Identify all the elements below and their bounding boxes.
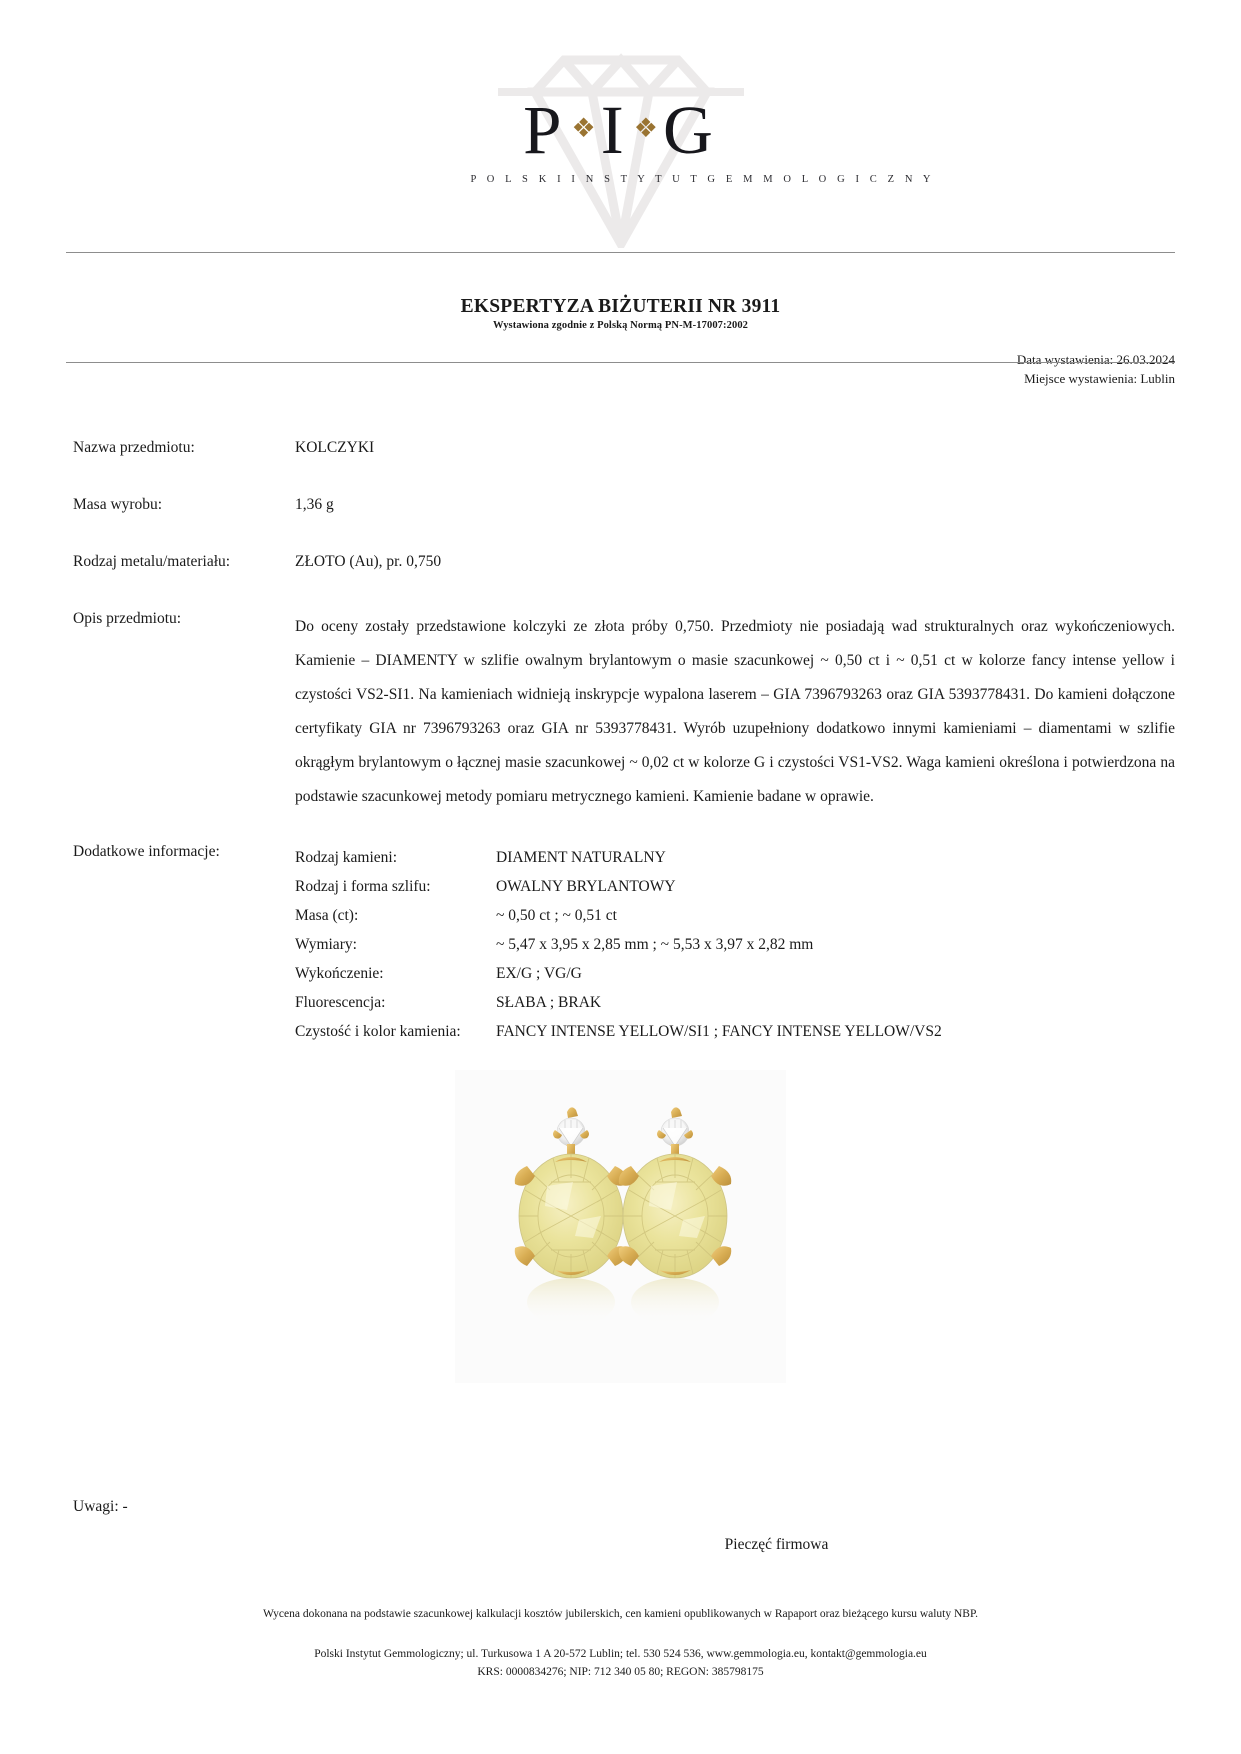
header-divider-top bbox=[66, 252, 1175, 253]
footer-contact bbox=[0, 1645, 1241, 1681]
page-title: EKSPERTYZA BIŻUTERII NR 3911 bbox=[460, 296, 781, 317]
jewelry-photo bbox=[455, 1070, 786, 1383]
logo-wordmark bbox=[471, 92, 771, 168]
ai-key-cut-type: Rodzaj i forma szlifu: bbox=[295, 878, 431, 895]
ai-value-dimensions: ~ 5,47 x 3,95 x 2,85 mm ; ~ 5,53 x 3,97 x 2,82 mm bbox=[496, 936, 814, 953]
additional-information bbox=[73, 843, 1175, 1046]
ai-key-finish: Wykończenie: bbox=[295, 965, 384, 982]
table-row bbox=[295, 843, 942, 872]
table-row bbox=[295, 901, 942, 930]
table-row bbox=[295, 1017, 942, 1046]
additional-information-table bbox=[295, 843, 942, 1046]
field-item-mass-value: 1,36 g bbox=[295, 496, 334, 513]
field-item-name-value: KOLCZYKI bbox=[295, 439, 375, 456]
ai-value-stone-type: DIAMENT NATURALNY bbox=[496, 849, 666, 866]
field-item-description-value: Do oceny zostały przedstawione kolczyki ze złota próby 0,750. Przedmioty nie posiadają wad strukturalnych oraz wykończeniowych. Kamienie – DIAMENTY w szlifie owalnym brylantowym o masie szacunkowej ~ 0,50 ct i ~ 0,51 ct w kolorze fancy intense yellow i czystości VS2-SI1. Na kamieniach widnieją inskrypcje wypalona laserem – GIA 7396793263 oraz GIA 5393778431. Do kamieni dołączone certyfikaty GIA nr 7396793263 oraz GIA nr 5393778431. Wyrób uzupełniony dodatkowo innymi kamieniami – diamentami w szlifie okrągłym brylantowym o łącznej masie szacunkowej ~ 0,02 ct w kolorze G i czystości VS1-VS2. Waga kamieni określona i potwierdzona na podstawie szacunkowej metody pomiaru metrycznego kamieni. Kamienie badane w oprawie. bbox=[295, 618, 1175, 805]
ai-key-fluorescence: Fluorescencja: bbox=[295, 994, 386, 1011]
logo-letter-p: P bbox=[523, 92, 567, 168]
field-item-metal bbox=[73, 553, 1175, 571]
field-item-metal-value: ZŁOTO (Au), pr. 0,750 bbox=[295, 553, 442, 570]
table-row bbox=[295, 988, 942, 1017]
footer-address-line: Polski Instytut Gemmologiczny; ul. Turkusowa 1 A 20-572 Lublin; tel. 530 524 536, www.gemmologia.eu, kontakt@gemmologia.eu bbox=[314, 1648, 927, 1660]
ai-value-cut-type: OWALNY BRYLANTOWY bbox=[496, 878, 676, 895]
page-subtitle: Wystawiona zgodnie z Polską Normą PN-M-17007:2002 bbox=[492, 320, 749, 331]
ai-value-fluorescence: SŁABA ; BRAK bbox=[496, 994, 602, 1011]
footer-valuation-note: Wycena dokonana na podstawie szacunkowej kalkulacji kosztów jubilerskich, cen kamieni opublikowanych w Rapaport oraz bieżącego kursu waluty NBP. bbox=[263, 1608, 978, 1620]
logo-letter-i: I bbox=[600, 92, 629, 168]
field-item-description bbox=[73, 610, 1175, 814]
ai-key-clarity-color: Czystość i kolor kamienia: bbox=[295, 1023, 461, 1040]
field-item-metal-label: Rodzaj metalu/materiału: bbox=[73, 553, 231, 570]
logo-diamond-separator-1: ❖ bbox=[571, 113, 596, 143]
additional-information-label: Dodatkowe informacje: bbox=[73, 843, 220, 860]
ai-value-carat: ~ 0,50 ct ; ~ 0,51 ct bbox=[496, 907, 617, 924]
field-item-description-label: Opis przedmiotu: bbox=[73, 610, 182, 627]
ai-value-finish: EX/G ; VG/G bbox=[496, 965, 582, 982]
company-stamp-label: Pieczęć firmowa bbox=[724, 1536, 829, 1553]
earrings-illustration bbox=[455, 1070, 786, 1383]
logo-letter-g: G bbox=[662, 92, 718, 168]
logo-diamond-separator-2: ❖ bbox=[633, 113, 658, 143]
footer-registry-line: KRS: 0000834276; NIP: 712 340 05 80; REGON: 385798175 bbox=[477, 1666, 764, 1678]
field-item-name-label: Nazwa przedmiotu: bbox=[73, 439, 195, 456]
institute-logo bbox=[0, 48, 1241, 248]
ai-value-clarity-color: FANCY INTENSE YELLOW/SI1 ; FANCY INTENSE YELLOW/VS2 bbox=[496, 1023, 942, 1040]
logo-institute-name: P O L S K I I N S T Y T U T G E M M O L O G I C Z N Y bbox=[470, 174, 935, 185]
field-item-mass bbox=[73, 496, 1175, 514]
remarks: Uwagi: - bbox=[73, 1498, 128, 1515]
header-divider-bottom bbox=[66, 362, 1175, 363]
ai-key-stone-type: Rodzaj kamieni: bbox=[295, 849, 398, 866]
issue-place: Miejsce wystawienia: Lublin bbox=[1024, 371, 1175, 386]
table-row bbox=[295, 930, 942, 959]
field-item-mass-label: Masa wyrobu: bbox=[73, 496, 163, 513]
table-row bbox=[295, 959, 942, 988]
ai-key-carat: Masa (ct): bbox=[295, 907, 359, 924]
ai-key-dimensions: Wymiary: bbox=[295, 936, 357, 953]
issue-meta bbox=[1017, 350, 1175, 388]
issue-date: Data wystawienia: 26.03.2024 bbox=[1016, 352, 1175, 367]
table-row bbox=[295, 872, 942, 901]
field-item-name bbox=[73, 439, 1175, 457]
